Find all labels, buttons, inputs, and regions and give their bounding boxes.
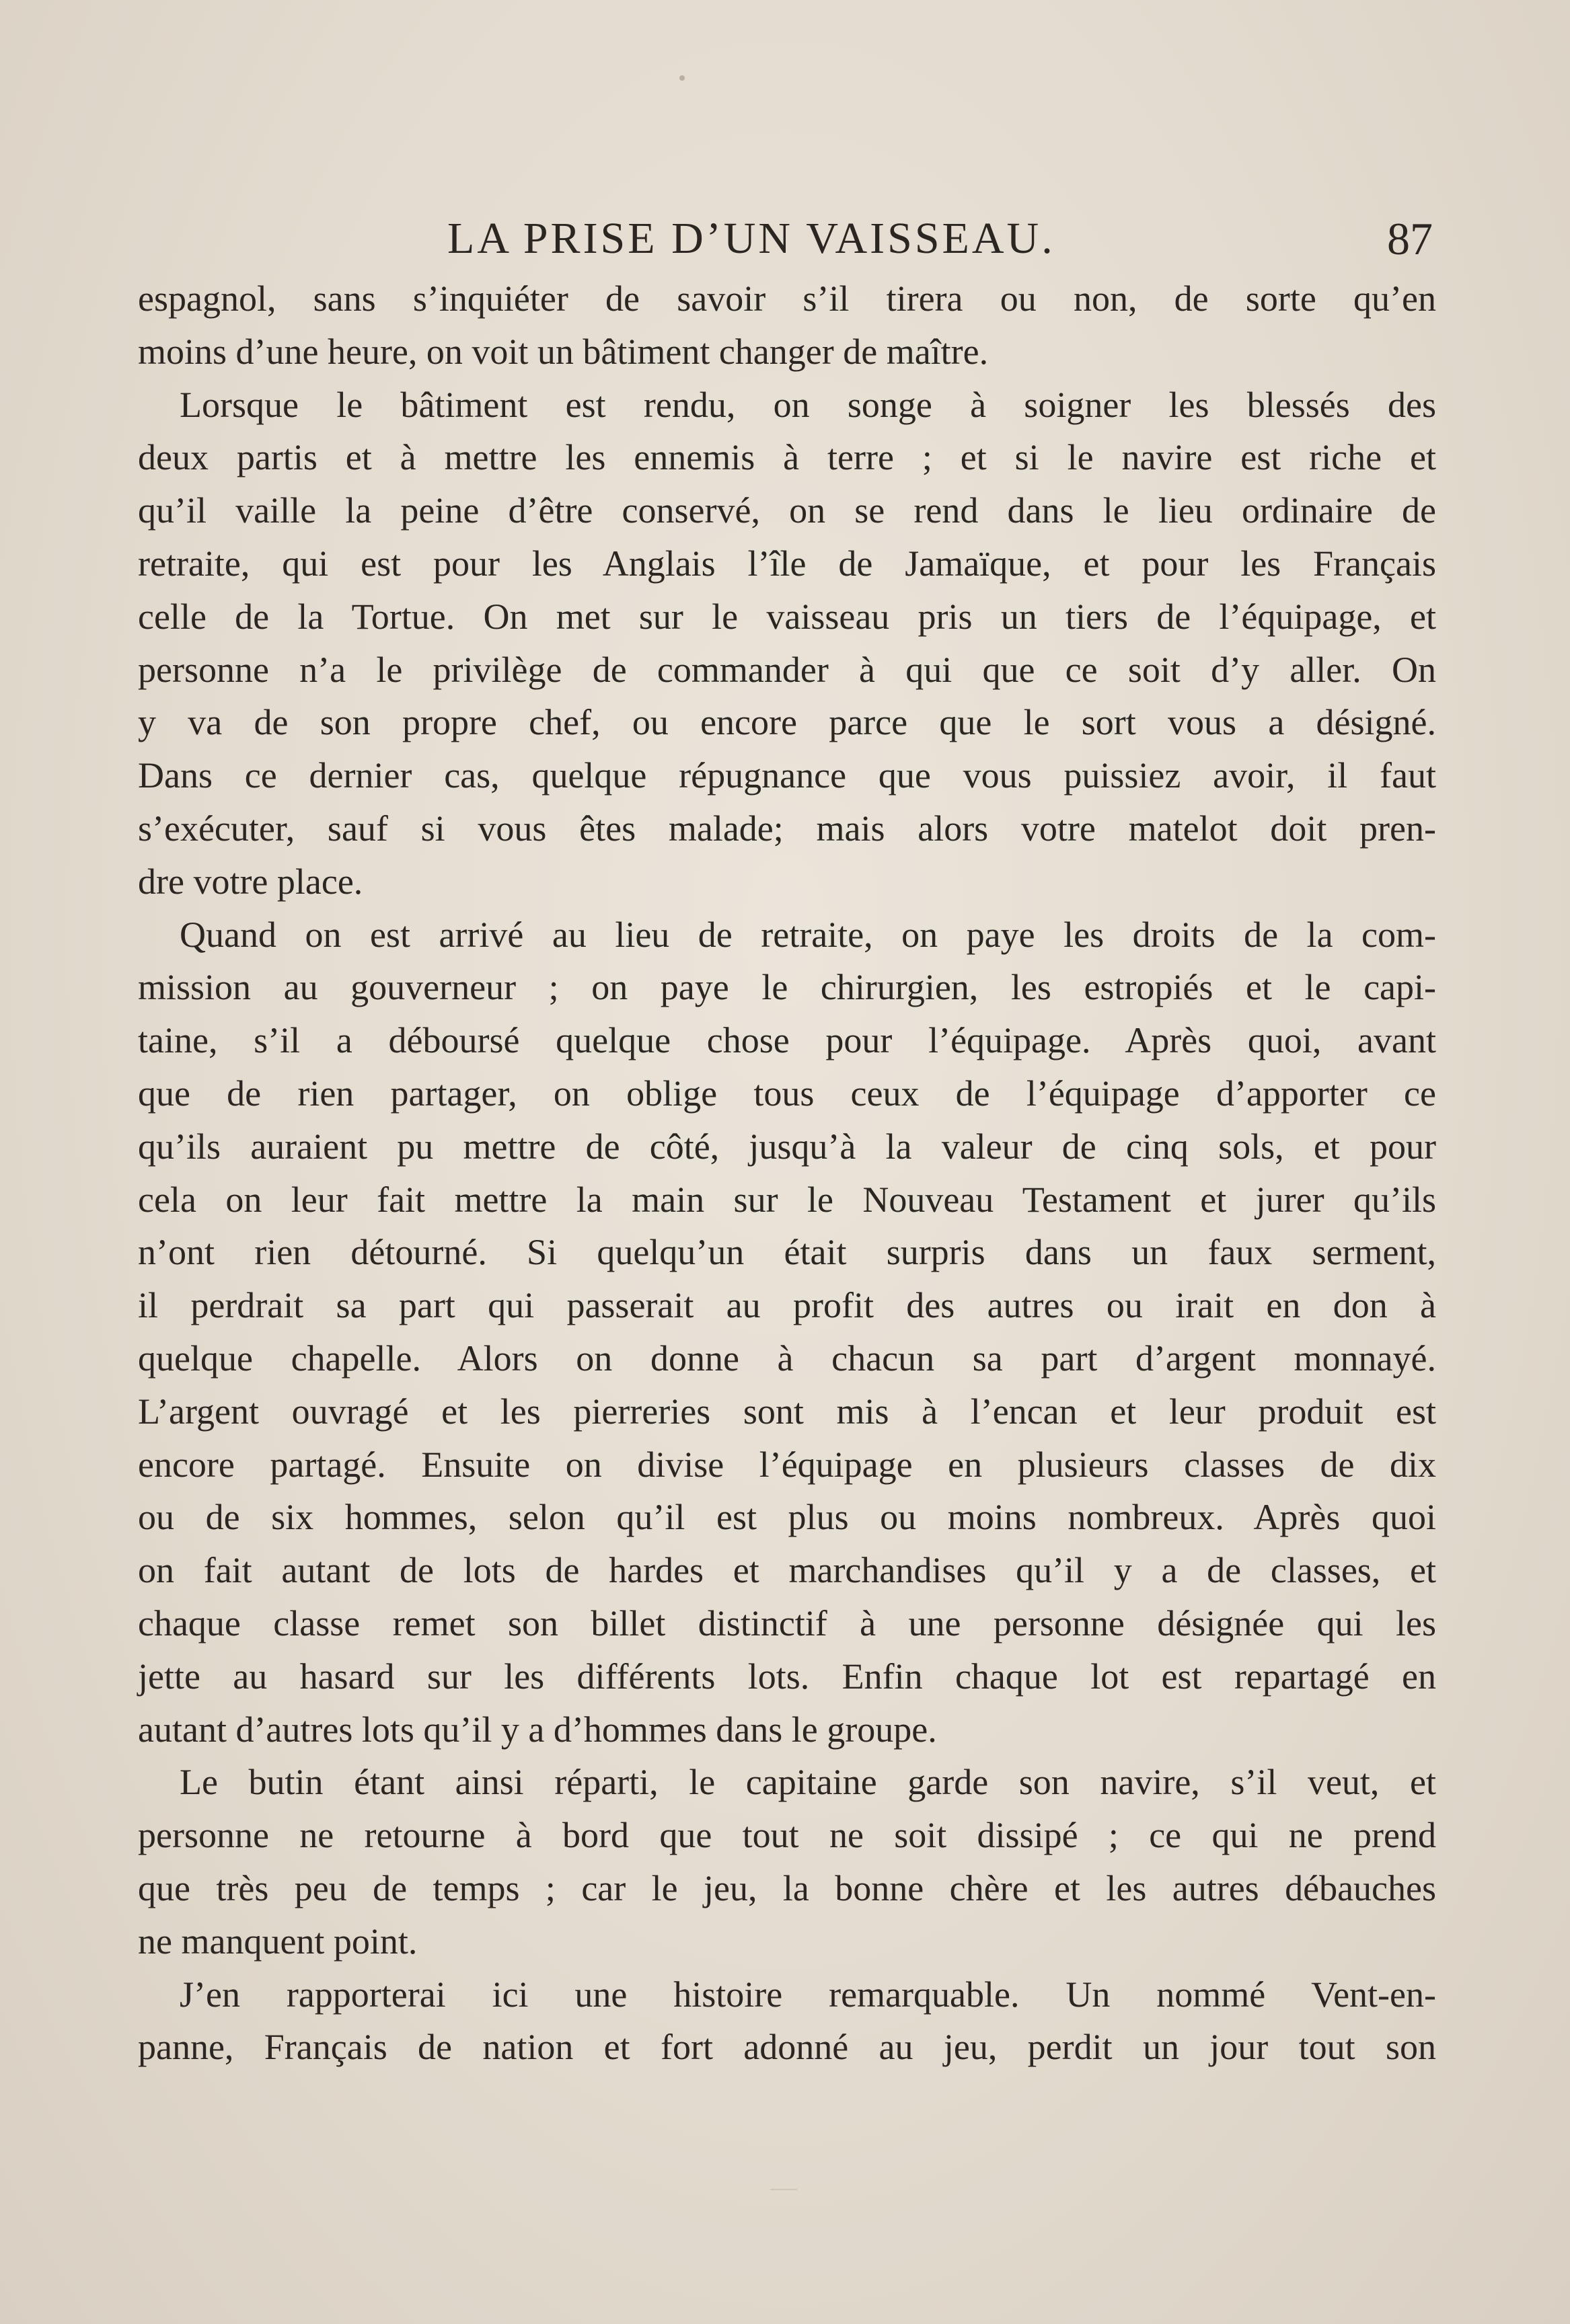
text-line: que très peu de temps ; car le jeu, la bonne chère et les autres débauches bbox=[138, 1867, 1436, 1908]
text-line: encore partagé. Ensuite on divise l’équipage en plusieurs classes de dix bbox=[138, 1444, 1436, 1485]
text-line: espagnol, sans s’inquiéter de savoir s’il tirera ou non, de sorte qu’en bbox=[138, 278, 1436, 319]
text-line: dre votre place. bbox=[138, 861, 363, 902]
paragraph-first-line: Quand on est arrivé au lieu de retraite, on paye les droits de la com- bbox=[180, 914, 1436, 955]
text-line: mission au gouverneur ; on paye le chirurgien, les estropiés et le capi- bbox=[138, 967, 1436, 1008]
text-line: Dans ce dernier cas, quelque répugnance que vous puissiez avoir, il faut bbox=[138, 755, 1436, 796]
running-header bbox=[138, 208, 1433, 269]
text-line: s’exécuter, sauf si vous êtes malade; mais alors votre matelot doit pren- bbox=[138, 808, 1436, 849]
text-line: panne, Français de nation et fort adonné au jeu, perdit un jour tout son bbox=[138, 2027, 1436, 2068]
text-line: y va de son propre chef, ou encore parce que le sort vous a désigné. bbox=[138, 702, 1436, 743]
text-line: ne manquent point. bbox=[138, 1921, 418, 1962]
text-line: celle de la Tortue. On met sur le vaisseau pris un tiers de l’équipage, et bbox=[138, 596, 1436, 637]
text-line: on fait autant de lots de hardes et marchandises qu’il y a de classes, et bbox=[138, 1550, 1436, 1591]
running-title: LA PRISE D’UN VAISSEAU. bbox=[447, 214, 1055, 263]
text-line: moins d’une heure, on voit un bâtiment changer de maître. bbox=[138, 331, 989, 372]
text-line: deux partis et à mettre les ennemis à terre ; et si le navire est riche et bbox=[138, 437, 1436, 478]
text-line: il perdrait sa part qui passerait au profit des autres ou irait en don à bbox=[138, 1285, 1436, 1326]
text-line: ou de six hommes, selon qu’il est plus ou moins nombreux. Après quoi bbox=[138, 1497, 1436, 1538]
text-line: personne ne retourne à bord que tout ne soit dissipé ; ce qui ne prend bbox=[138, 1815, 1436, 1856]
text-line: taine, s’il a déboursé quelque chose pour l’équipage. Après quoi, avant bbox=[138, 1020, 1436, 1061]
body-text bbox=[138, 272, 1436, 2074]
paragraph-first-line: Le butin étant ainsi réparti, le capitaine garde son navire, s’il veut, et bbox=[180, 1762, 1436, 1803]
text-line: cela on leur fait mettre la main sur le Nouveau Testament et jurer qu’ils bbox=[138, 1179, 1436, 1220]
text-line: n’ont rien détourné. Si quelqu’un était surpris dans un faux serment, bbox=[138, 1232, 1436, 1273]
text-line: autant d’autres lots qu’il y a d’hommes dans le groupe. bbox=[138, 1709, 937, 1750]
text-line: retraite, qui est pour les Anglais l’île de Jamaïque, et pour les Français bbox=[138, 543, 1436, 584]
text-line: qu’ils auraient pu mettre de côté, jusqu’à la valeur de cinq sols, et pour bbox=[138, 1126, 1436, 1167]
page-number: 87 bbox=[1387, 213, 1433, 264]
text-line: personne n’a le privilège de commander à qui que ce soit d’y aller. On bbox=[138, 649, 1436, 690]
paragraph-first-line: J’en rapporterai ici une histoire remarquable. Un nommé Vent-en- bbox=[180, 1974, 1436, 2015]
text-line: jette au hasard sur les différents lots. Enfin chaque lot est repartagé en bbox=[138, 1656, 1436, 1697]
text-line: L’argent ouvragé et les pierreries sont mis à l’encan et leur produit est bbox=[138, 1391, 1436, 1432]
text-line: chaque classe remet son billet distinctif à une personne désignée qui les bbox=[138, 1602, 1436, 1643]
text-line: quelque chapelle. Alors on donne à chacun sa part d’argent monnayé. bbox=[138, 1338, 1436, 1379]
text-line: que de rien partager, on oblige tous ceux de l’équipage d’apporter ce bbox=[138, 1073, 1436, 1114]
paragraph-first-line: Lorsque le bâtiment est rendu, on songe à soigner les blessés des bbox=[180, 384, 1436, 425]
paper-speck bbox=[679, 75, 685, 81]
paper-mark bbox=[770, 2189, 797, 2190]
text-line: qu’il vaille la peine d’être conservé, on se rend dans le lieu ordinaire de bbox=[138, 490, 1436, 531]
